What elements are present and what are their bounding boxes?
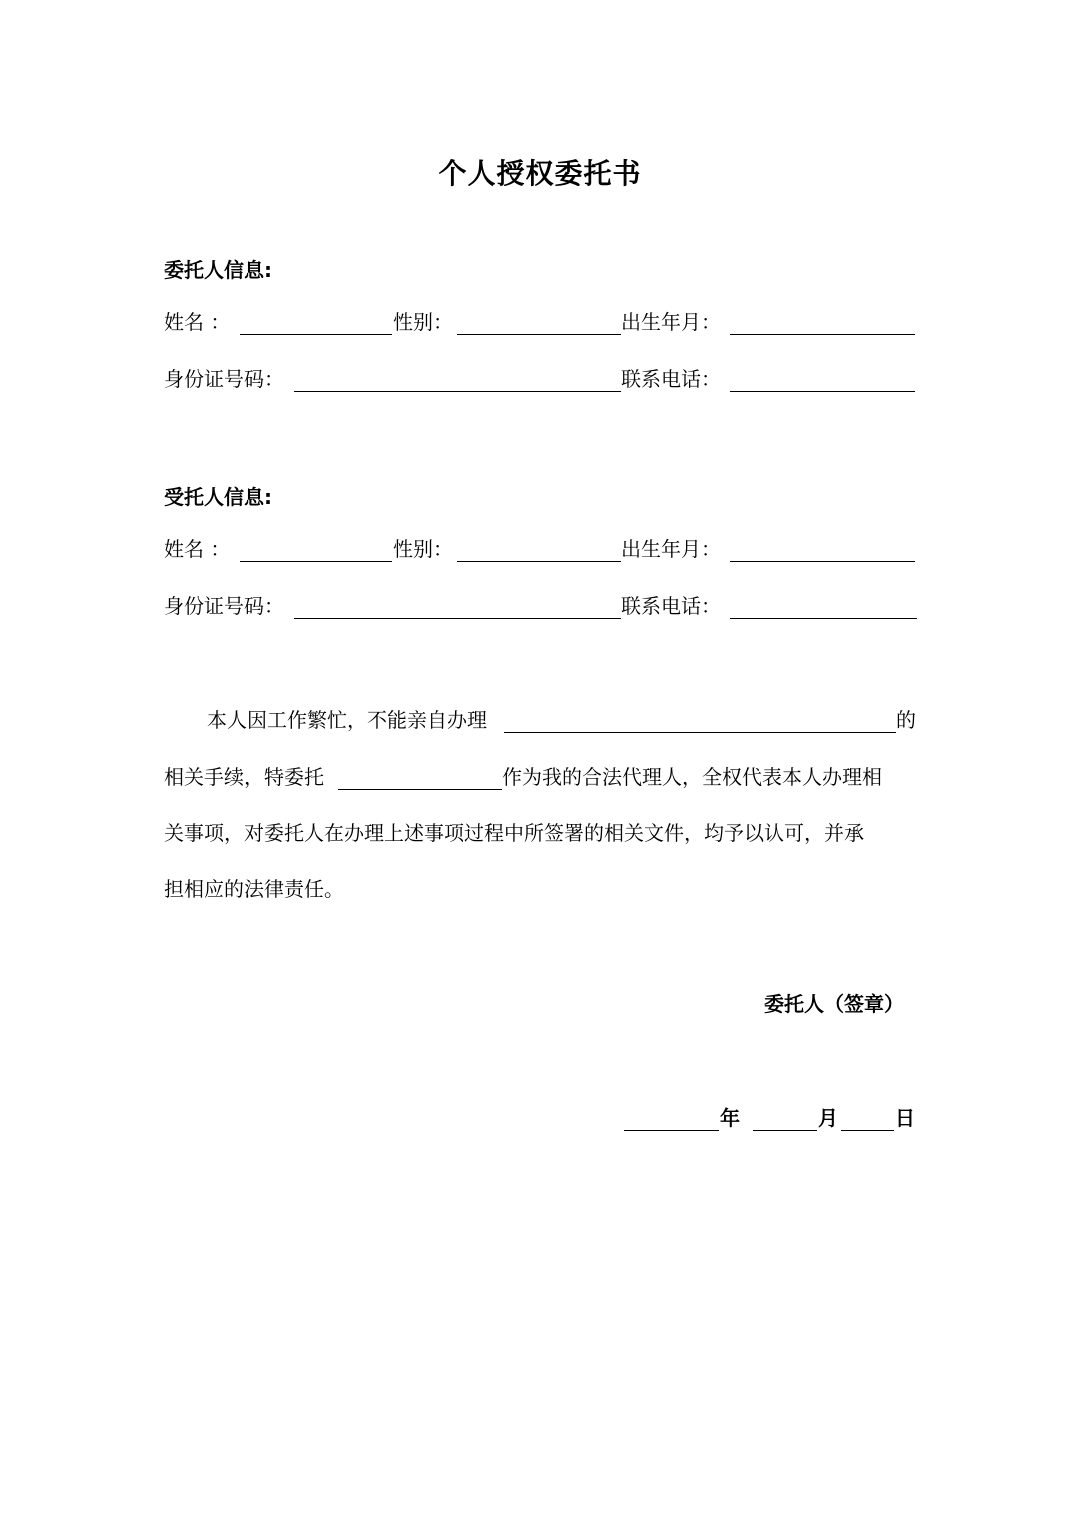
agent-name-field[interactable] xyxy=(240,561,392,562)
body-line2-end: 作为我的合法代理人，全权代表本人办理相 xyxy=(502,765,882,789)
agent-gender-label: 性别： xyxy=(393,537,453,561)
agent-name-label: 姓名 ： xyxy=(164,537,231,561)
body-line1-start: 本人因工作繁忙，不能亲自办理 xyxy=(207,708,487,732)
agent-birth-label: 出生年月： xyxy=(621,537,721,561)
body-line-2 xyxy=(164,761,924,793)
principal-row-2 xyxy=(164,363,924,395)
matter-field[interactable] xyxy=(504,732,896,733)
principal-id-field[interactable] xyxy=(294,391,621,392)
principal-birth-label: 出生年月： xyxy=(621,310,721,334)
principal-phone-label: 联系电话： xyxy=(621,367,721,391)
body-line-4: 担相应的法律责任。 xyxy=(164,877,344,901)
agent-row-1 xyxy=(164,533,924,565)
principal-heading: 委托人信息: xyxy=(164,258,272,282)
day-field[interactable] xyxy=(841,1130,894,1131)
body-line-3: 关事项，对委托人在办理上述事项过程中所签署的相关文件，均予以认可，并承 xyxy=(164,821,864,845)
month-field[interactable] xyxy=(753,1130,817,1131)
day-label: 日 xyxy=(895,1106,915,1130)
principal-name-field[interactable] xyxy=(240,334,392,335)
principal-phone-field[interactable] xyxy=(730,391,915,392)
agent-phone-label: 联系电话： xyxy=(621,594,721,618)
agent-phone-field[interactable] xyxy=(730,618,917,619)
principal-gender-field[interactable] xyxy=(457,334,621,335)
agent-appoint-field[interactable] xyxy=(338,789,502,790)
agent-birth-field[interactable] xyxy=(730,561,915,562)
principal-name-label: 姓名 ： xyxy=(164,310,231,334)
agent-id-field[interactable] xyxy=(294,618,621,619)
body-line2-start: 相关手续，特委托 xyxy=(164,765,324,789)
date-row xyxy=(622,1102,922,1134)
month-label: 月 xyxy=(818,1106,838,1130)
body-line1-end: 的 xyxy=(896,708,916,732)
principal-row-1 xyxy=(164,306,924,338)
year-field[interactable] xyxy=(624,1130,719,1131)
principal-id-label: 身份证号码： xyxy=(164,367,284,391)
body-line-1 xyxy=(164,704,924,736)
agent-gender-field[interactable] xyxy=(457,561,621,562)
agent-heading: 受托人信息: xyxy=(164,485,272,509)
principal-birth-field[interactable] xyxy=(730,334,915,335)
principal-gender-label: 性别： xyxy=(393,310,453,334)
signature-label: 委托人（签章） xyxy=(764,992,904,1016)
year-label: 年 xyxy=(720,1106,740,1130)
page-title: 个人授权委托书 xyxy=(438,157,642,190)
agent-id-label: 身份证号码： xyxy=(164,594,284,618)
agent-row-2 xyxy=(164,590,924,622)
